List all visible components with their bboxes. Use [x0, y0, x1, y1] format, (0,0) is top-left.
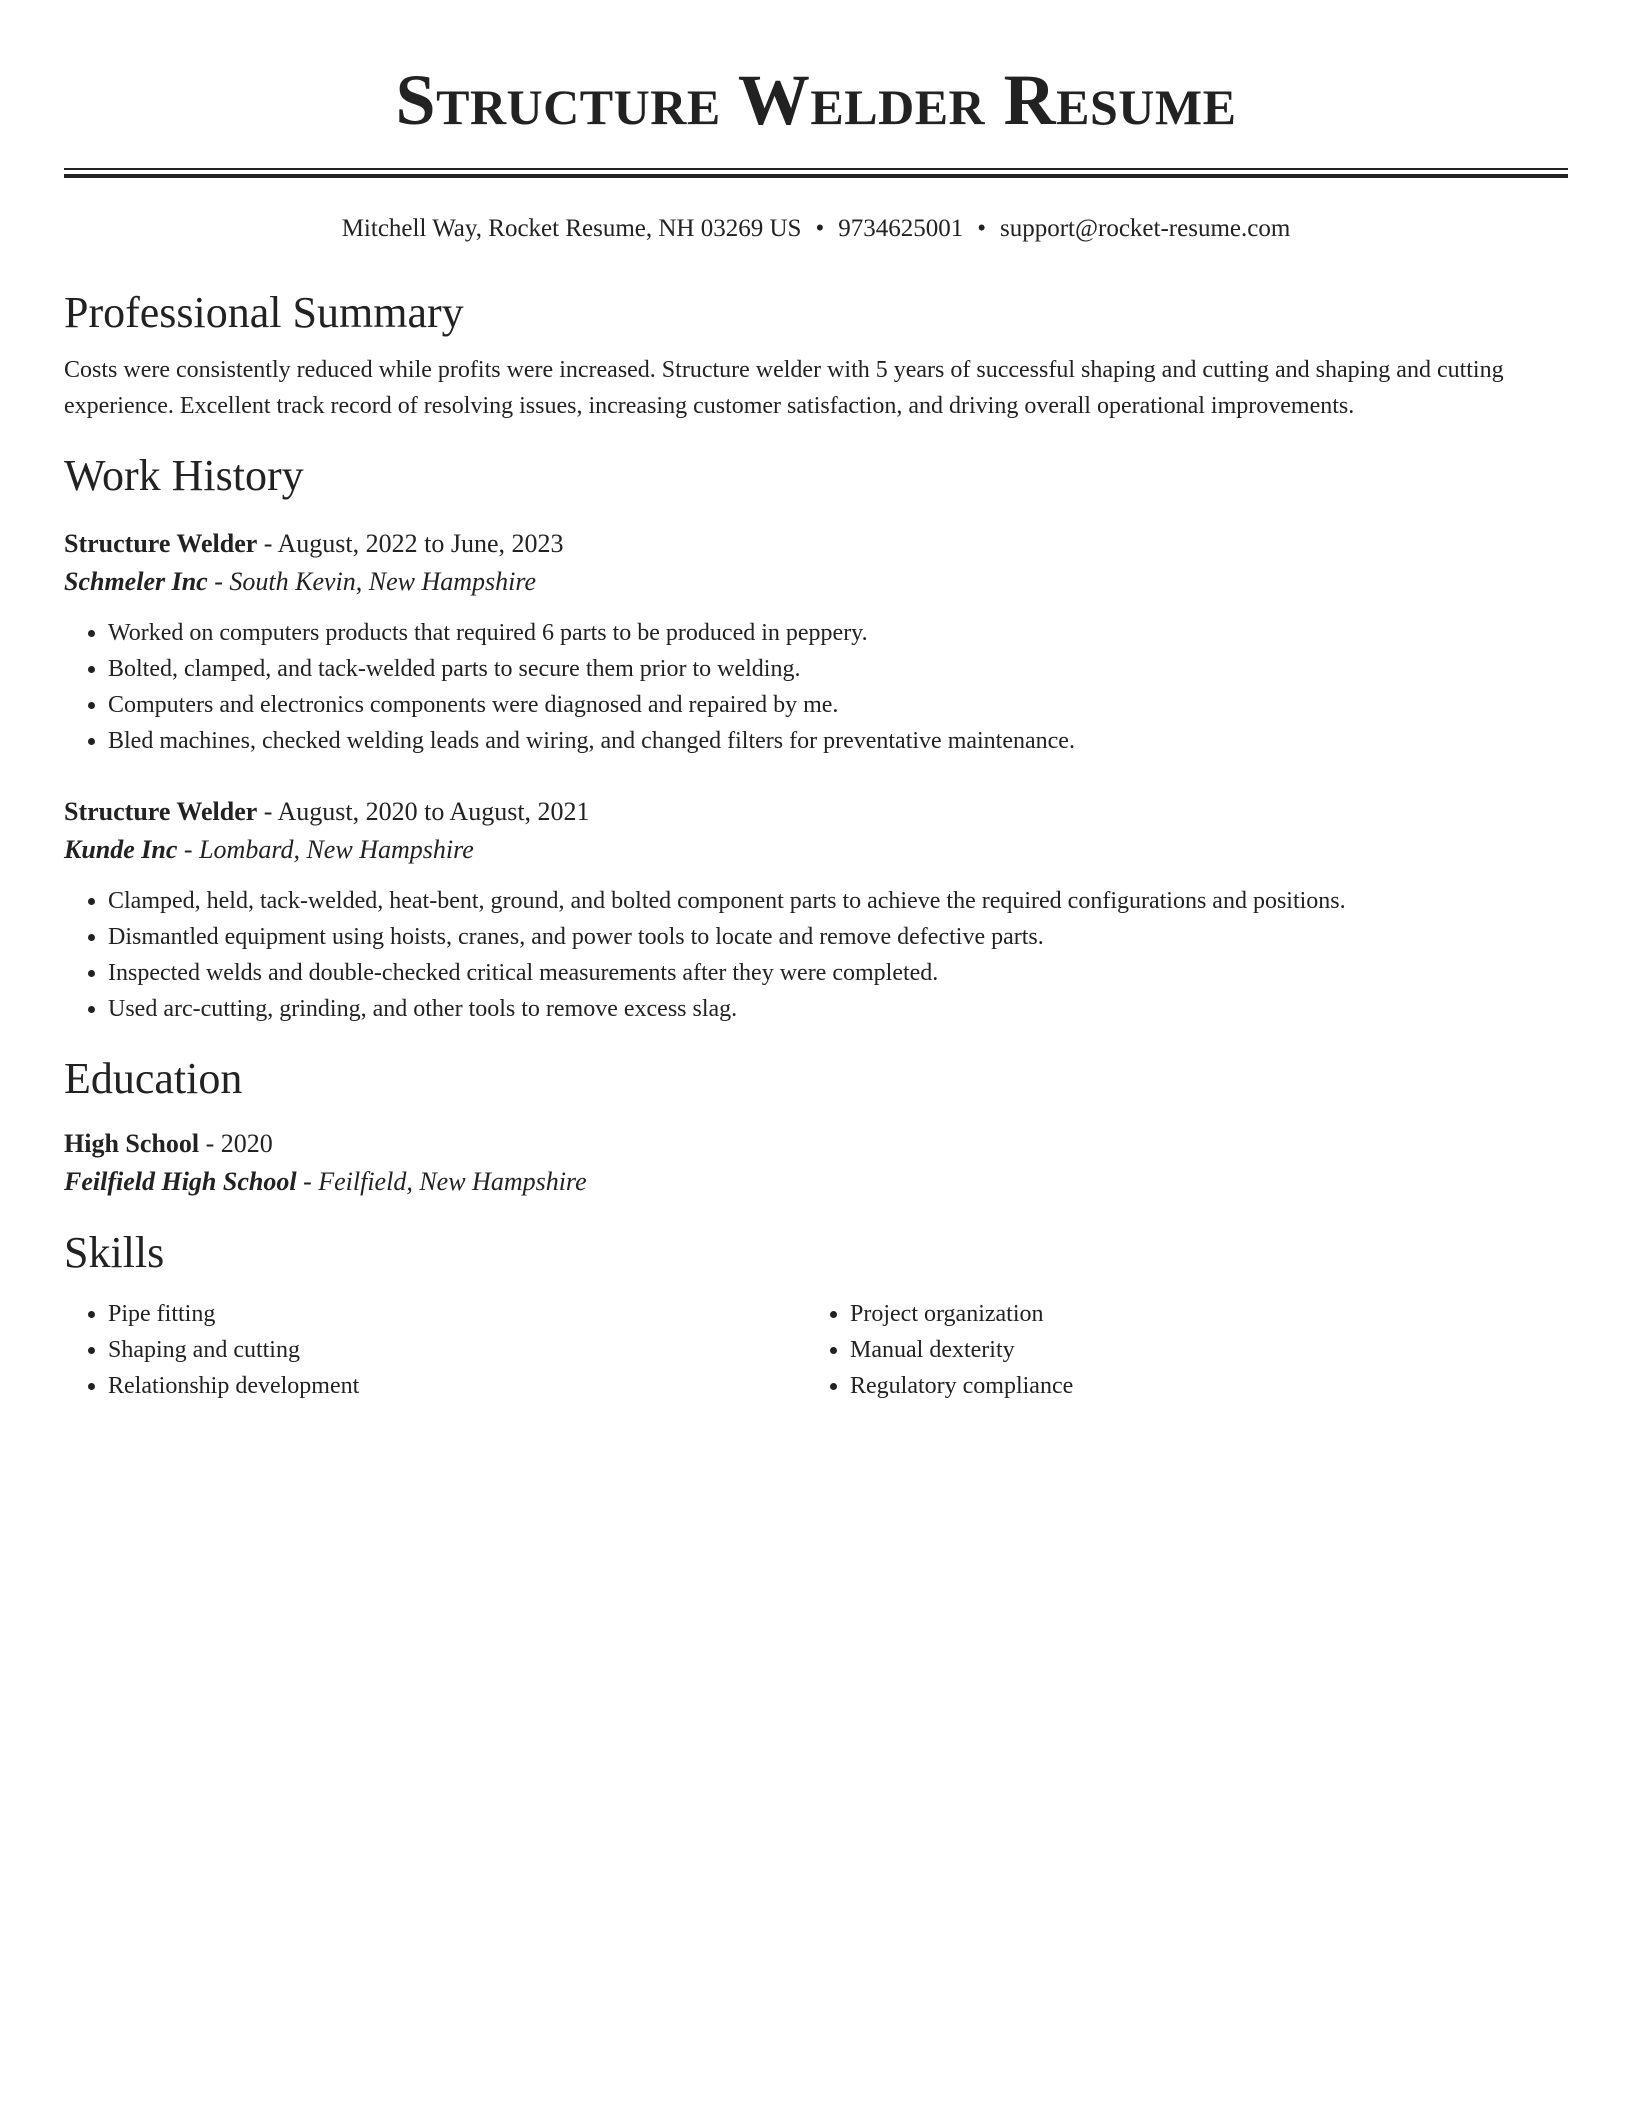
skill-item: • Project organization	[850, 1296, 1548, 1332]
title-divider	[64, 168, 1568, 178]
job-duty-item: • Dismantled equipment using hoists, cranes, and power tools to locate and remove defective parts.	[108, 919, 1568, 955]
employer-name: Schmeler Inc	[64, 566, 208, 596]
job-title: Structure Welder	[64, 528, 258, 558]
work-history-heading: Work History	[64, 450, 304, 500]
job-duty-item: • Used arc-cutting, grinding, and other tools to remove excess slag.	[108, 991, 1568, 1027]
employer-location: - South Kevin, New Hampshire	[207, 566, 537, 596]
school-line	[64, 1163, 1568, 1201]
degree-line	[64, 1125, 1568, 1163]
divider-thin-line	[64, 168, 1568, 170]
resume-page	[64, 0, 1568, 1404]
employer-line	[64, 831, 1568, 869]
job-dates: - August, 2022 to June, 2023	[257, 528, 564, 558]
contact-separator: •	[815, 215, 825, 242]
skill-item: • Relationship development	[108, 1368, 806, 1404]
job-title-line	[64, 525, 1568, 563]
job-duty-item: • Inspected welds and double-checked critical measurements after they were completed.	[108, 955, 1568, 991]
contact-separator: •	[977, 215, 986, 242]
job-entry	[64, 525, 1568, 759]
skills-heading: Skills	[64, 1228, 165, 1278]
skills-list-left	[64, 1296, 806, 1404]
skill-item: • Shaping and cutting	[108, 1332, 806, 1368]
job-duty-item: • Computers and electronics components were diagnosed and repaired by me.	[108, 687, 1568, 723]
skill-item: • Manual dexterity	[850, 1332, 1548, 1368]
employer-line	[64, 563, 1568, 601]
skills-grid	[64, 1296, 1568, 1404]
job-duty-item: • Clamped, held, tack-welded, heat-bent, ground, and bolted component parts to achieve the required configurations and positions.	[108, 883, 1568, 919]
job-dates: - August, 2020 to August, 2021	[257, 796, 590, 826]
degree-year: - 2020	[199, 1129, 273, 1159]
contact-address: Mitchell Way, Rocket Resume, NH 03269 US	[341, 215, 802, 242]
job-title: Structure Welder	[64, 796, 258, 826]
skills-list-right	[806, 1296, 1548, 1404]
summary-heading: Professional Summary	[64, 288, 464, 337]
school-name: Feilfield High School	[64, 1167, 297, 1197]
divider-thick-line	[64, 174, 1568, 178]
employer-location: - Lombard, New Hampshire	[177, 834, 474, 864]
degree-name: High School	[64, 1129, 200, 1159]
contact-email: support@rocket-resume.com	[999, 215, 1291, 242]
job-duties-list	[64, 615, 1568, 759]
resume-title: Structure Welder Resume	[395, 60, 1237, 140]
job-duty-item: • Bled machines, checked welding leads and wiring, and changed filters for preventative maintenance.	[108, 723, 1568, 759]
skill-item: • Regulatory compliance	[850, 1368, 1548, 1404]
skill-item: • Pipe fitting	[108, 1296, 806, 1332]
contact-phone: 9734625001	[838, 215, 964, 242]
job-duty-item: • Bolted, clamped, and tack-welded parts to secure them prior to welding.	[108, 651, 1568, 687]
contact-line	[64, 213, 1568, 245]
education-entry	[64, 1125, 1568, 1201]
job-title-line	[64, 793, 1568, 831]
summary-text: Costs were consistently reduced while profits were increased. Structure welder with 5 years of successful shaping and cutting and shaping and cutting experience. Excellent track record of resolving issues, increasing customer satisfaction, and driving overall operational improvements.	[64, 356, 1504, 419]
job-duty-item: • Worked on computers products that required 6 parts to be produced in peppery.	[108, 615, 1568, 651]
school-location: - Feilfield, New Hampshire	[296, 1167, 587, 1197]
education-heading: Education	[64, 1053, 243, 1103]
job-duties-list	[64, 883, 1568, 1027]
employer-name: Kunde Inc	[64, 834, 178, 864]
job-entry	[64, 793, 1568, 1027]
